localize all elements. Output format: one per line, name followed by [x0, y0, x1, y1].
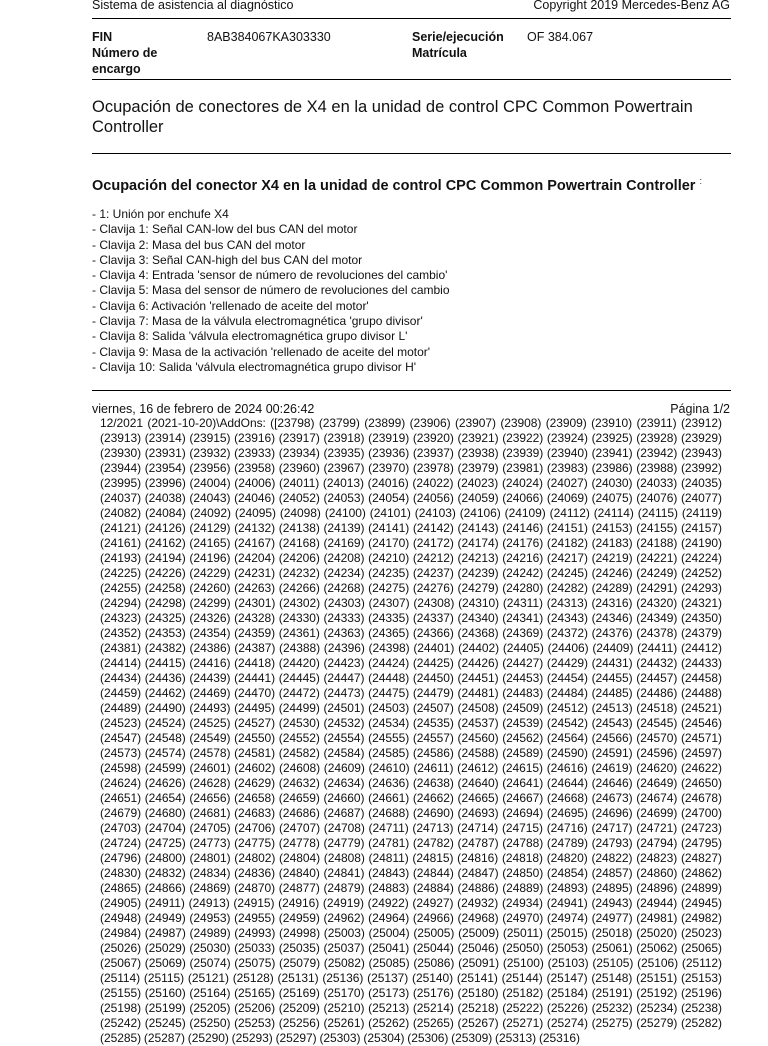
list-item: - Clavija 9: Masa de la activación 'rellenado de aceite del motor' [92, 344, 431, 359]
list-item: - Clavija 3: Señal CAN-high del bus CAN del motor [92, 252, 363, 267]
list-item: - Clavija 10: Salida 'válvula electromagnética grupo divisor H' [92, 359, 417, 374]
system-name: Sistema de asistencia al diagnóstico [92, 0, 294, 12]
header-divider [92, 18, 731, 19]
meta-divider [92, 79, 731, 80]
list-item: - Clavija 1: Señal CAN-low del bus CAN del motor [92, 222, 358, 237]
fin-label: FIN [92, 30, 113, 44]
meta-right-labels [412, 29, 527, 61]
list-item: - Clavija 5: Masa del sensor de número de revoluciones del cambio [92, 283, 450, 298]
list-item: - Clavija 7: Masa de la válvula electromagnética 'grupo divisor' [92, 314, 423, 329]
series-label: Serie/ejecución [412, 30, 504, 44]
fin-value: 8AB384067KA303330 [207, 30, 331, 44]
page-title: Ocupación de conectores de X4 en la unidad de control CPC Common Powertrain Controller [92, 98, 693, 136]
content-divider [92, 390, 731, 391]
list-item: - 1: Unión por enchufe X4 [92, 207, 229, 221]
list-item: - Clavija 8: Salida 'válvula electromagnética grupo divisor L' [92, 329, 408, 344]
meta-left-labels [92, 29, 192, 77]
section-title [92, 172, 732, 195]
print-date: viernes, 16 de febrero de 2024 00:26:42 [92, 402, 315, 416]
plate-label: Matrícula [412, 46, 467, 60]
addons-list: 12/2021 (2021-10-20)\AddOns: ([23798) (23799) (23899) (23906) (23907) (23908) (23909) (23910) (23911) (23912) (23913) (23914) (23915) (23916) (23917) (23918) (23919) (23920) (23921) (23922) (23924) (23925) (23928) (23929) (23930) (23931) (23932) (23933) (23934) (23935) (23936) (23937) (23938) (23939) (23940) (23941) (23942) (23943) (23944) (23954) (23956) (23958) (23960) (23967) (23970) (23978) (23979) (23981) (23983) (23986) (23988) (23992) (23995) (23996) (24004) (24006) (24011) (24013) (24016) (24022) (24023) (24024) (24027) (24030) (24033) (24035) (24037) (24038) (24043) (24046) (24052) (24053) (24054) (24056) (24059) (24066) (24069) (24075) (24076) (24077) (24082) (24084) (24092) (24095) (24098) (24100) (24101) (24103) (24106) (24109) (24112) (24114) (24115) (24119) (24121) (24126) (24129) (24132) (24138) (24139) (24141) (24142) (24143) (24146) (24151) (24153) (24155) (24157) (24161) (24162) (24165) (24167) (24168) (24169) (24170) (24172) (24174) (24176) (24182) (24183) (24188) (24190) (24193) (24194) (24196) (24204) (24206) (24208) (24210) (24212) (24213) (24216) (24217) (24219) (24221) (24224) (24225) (24226) (24229) (24231) (24232) (24234) (24235) (24237) (24239) (24242) (24245) (24246) (24249) (24252) (24255) (24258) (24260) (24263) (24266) (24268) (24275) (24276) (24279) (24280) (24282) (24289) (24291) (24293) (24294) (24298) (24299) (24301) (24302) (24303) (24307) (24308) (24310) (24311) (24313) (24316) (24320) (24321) (24323) (24325) (24326) (24328) (24330) (24333) (24335) (24337) (24340) (24341) (24343) (24346) (24349) (24350) (24352) (24353) (24354) (24359) (24361) (24363) (24365) (24366) (24368) (24369) (24372) (24376) (24378) (24379) (24381) (24382) (24386) (24387) (24388) (24396) (24398) (24401) (24402) (24405) (24406) (24409) (24411) (24412) (24414) (24415) (24416) (24418) (24420) (24423) (24424) (24425) (24426) (24427) (24429) (24431) (24432) (24433) (24434) (24436) (24439) (24441) (24445) (24447) (24448) (24450) (24451) (24453) (24454) (24455) (24457) (24458) (24459) (24462) (24469) (24470) (24472) (24473) (24475) (24479) (24481) (24483) (24484) (24485) (24486) (24488) (24489) (24490) (24493) (24495) (24499) (24501) (24503) (24507) (24508) (24509) (24512) (24513) (24518) (24521) (24523) (24524) (24525) (24527) (24530) (24532) (24534) (24535) (24537) (24539) (24542) (24543) (24545) (24546) (24547) (24548) (24549) (24550) (24552) (24554) (24555) (24557) (24560) (24562) (24564) (24566) (24570) (24571) (24573) (24574) (24578) (24581) (24582) (24584) (24585) (24586) (24588) (24589) (24590) (24591) (24596) (24597) (24598) (24599) (24601) (24602) (24608) (24609) (24610) (24611) (24612) (24615) (24616) (24619) (24620) (24622) (24624) (24626) (24628) (24629) (24632) (24634) (24636) (24638) (24640) (24641) (24644) (24646) (24649) (24650) (24651) (24654) (24656) (24658) (24659) (24660) (24661) (24662) (24665) (24667) (24668) (24673) (24674) (24678) (24679) (24680) (24681) (24683) (24686) (24687) (24688) (24690) (24693) (24694) (24695) (24696) (24699) (24700) (24703) (24704) (24705) (24706) (24707) (24708) (24711) (24713) (24714) (24715) (24716) (24717) (24721) (24723) (24724) (24725) (24773) (24775) (24778) (24779) (24781) (24782) (24787) (24788) (24789) (24793) (24794) (24795) (24796) (24800) (24801) (24802) (24804) (24808) (24811) (24815) (24816) (24818) (24820) (24822) (24823) (24827) (24830) (24832) (24834) (24836) (24840) (24841) (24843) (24844) (24847) (24850) (24854) (24857) (24860) (24862) (24865) (24866) (24869) (24870) (24877) (24879) (24883) (24884) (24886) (24889) (24893) (24895) (24896) (24899) (24905) (24911) (24913) (24915) (24916) (24919) (24922) (24927) (24932) (24934) (24941) (24943) (24944) (24945) (24948) (24949) (24953) (24955) (24959) (24962) (24964) (24966) (24968) (24970) (24974) (24977) (24981) (24982) (24984) (24987) (24989) (24993) (24998) (25003) (25004) (25005) (25009) (25011) (25015) (25018) (25020) (25023) (25026) (25029) (25030) (25033) (25035) (25037) (25041) (25044) (25046) (25050) (25053) (25061) (25062) (25065) (25067) (25069) (25074) (25075) (25079) (25082) (25085) (25086) (25091) (25100) (25103) (25105) (25106) (25112) (25114) (25115) (25121) (25128) (25131) (25136) (25137) (25140) (25141) (25144) (25147) (25148) (25151) (25153) (25155) (25160) (25164) (25165) (25169) (25170) (25173) (25176) (25180) (25182) (25184) (25191) (25192) (25196) (25198) (25199) (25205) (25206) (25209) (25210) (25213) (25214) (25218) (25222) (25226) (25232) (25234) (25238) (25242) (25245) (25250) (25253) (25256) (25261) (25262) (25265) (25267) (25271) (25274) (25275) (25279) (25282) (25285) (25287) (25290) (25293) (25297) (25303) (25304) (25306) (25309) (25313) (25316) [100, 416, 722, 1045]
list-item: - Clavija 2: Masa del bus CAN del motor [92, 237, 306, 252]
list-item: - Clavija 4: Entrada 'sensor de número de revoluciones del cambio' [92, 268, 448, 283]
title-divider [92, 153, 731, 154]
section-title-text: Ocupación del conector X4 en la unidad de control CPC Common Powertrain Controller [92, 178, 696, 194]
section-title-suffix: : [699, 176, 702, 186]
order-label: Número de encargo [92, 46, 158, 76]
pin-list [92, 207, 450, 375]
list-item: - Clavija 6: Activación 'rellenado de aceite del motor' [92, 298, 369, 313]
series-value: OF 384.067 [527, 30, 594, 44]
page-number: Página 1/2 [670, 402, 730, 416]
copyright: Copyright 2019 Mercedes-Benz AG [533, 0, 730, 12]
